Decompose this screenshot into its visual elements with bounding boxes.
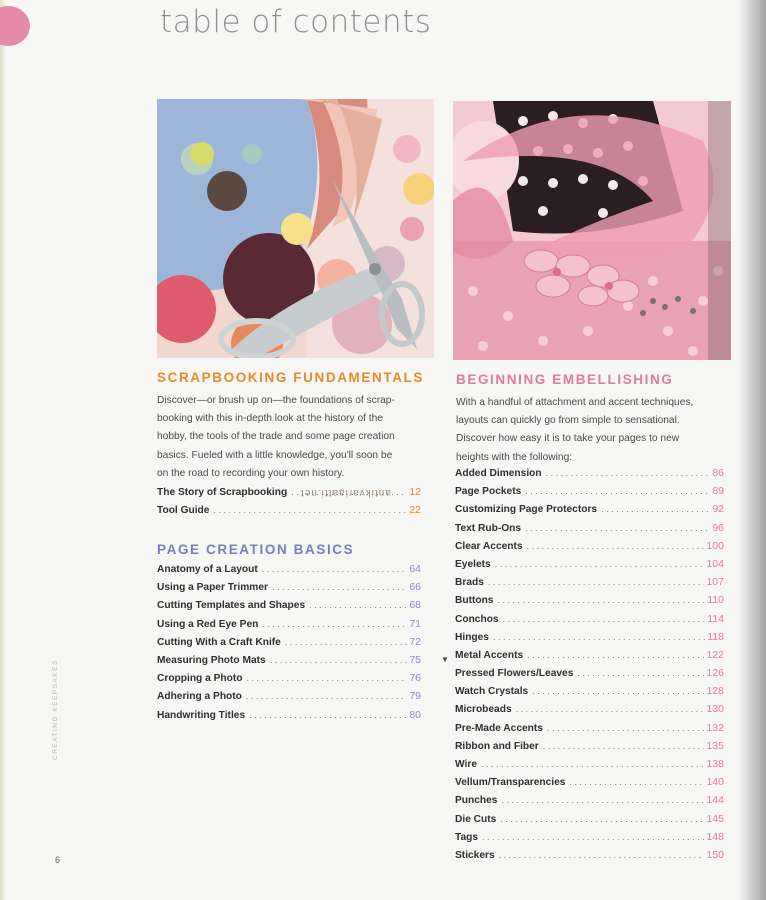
fundamentals-description bbox=[157, 392, 395, 483]
toc-entry-label: Handwriting Titles bbox=[157, 709, 246, 721]
toc-leader-dots bbox=[527, 541, 705, 551]
description-line: Discover—or brush up on—the foundations of scrap- bbox=[157, 395, 395, 406]
toc-leader-dots bbox=[488, 577, 705, 587]
toc-entry[interactable] bbox=[455, 485, 724, 503]
toc-leader-dots bbox=[270, 655, 408, 665]
toc-leader-dots bbox=[285, 637, 407, 647]
toc-entry-page: 96 bbox=[712, 521, 724, 534]
description-line: heights with the following: bbox=[456, 451, 573, 463]
toc-entry[interactable] bbox=[455, 522, 724, 540]
toc-entry[interactable] bbox=[455, 703, 724, 721]
toc-leader-dots bbox=[481, 759, 704, 769]
section-heading-embellishing: BEGINNING EMBELLISHING bbox=[456, 372, 674, 387]
page-title: table of contents bbox=[160, 4, 432, 40]
toc-entry-label: Using a Paper Trimmer bbox=[157, 582, 268, 594]
toc-entry-page: 128 bbox=[706, 685, 724, 698]
toc-entry[interactable] bbox=[455, 740, 724, 758]
toc-entry-label: Cutting With a Craft Knife bbox=[157, 636, 281, 648]
section-heading-page-creation: PAGE CREATION BASICS bbox=[157, 542, 355, 557]
toc-entry[interactable] bbox=[455, 849, 724, 867]
toc-entry-label: Tags bbox=[455, 831, 479, 843]
toc-entry-page: 89 bbox=[712, 485, 724, 498]
toc-entry[interactable] bbox=[455, 558, 724, 576]
toc-entry-page: 68 bbox=[409, 599, 421, 612]
toc-leader-dots bbox=[577, 668, 704, 678]
toc-entry[interactable] bbox=[455, 667, 724, 685]
toc-entry-label: Stickers bbox=[455, 849, 495, 861]
toc-leader-dots bbox=[499, 850, 705, 860]
running-head: CREATING KEEPSAKES bbox=[52, 659, 59, 760]
toc-entry-page: 75 bbox=[409, 653, 421, 666]
toc-entry-label: Wire bbox=[455, 759, 477, 770]
toc-entry-page: 66 bbox=[409, 581, 421, 594]
toc-entry-label: Measuring Photo Mats bbox=[157, 654, 266, 666]
toc-entry[interactable] bbox=[157, 654, 421, 672]
toc-entry[interactable] bbox=[157, 581, 421, 599]
page-number: 6 bbox=[55, 855, 61, 865]
toc-leader-dots bbox=[246, 691, 407, 701]
toc-entry-label: Watch Crystals bbox=[455, 686, 529, 698]
toc-entry-page: 150 bbox=[706, 848, 724, 861]
toc-entry-label: The Story of Scrapbooking bbox=[157, 487, 288, 498]
toc-leader-dots bbox=[547, 723, 705, 733]
toc-entry-page: 76 bbox=[409, 672, 421, 685]
toc-leader-dots bbox=[543, 741, 705, 751]
toc-entry[interactable] bbox=[455, 794, 724, 812]
description-line: on the road to recording your own history. bbox=[157, 467, 345, 479]
toc-leader-dots bbox=[569, 777, 704, 787]
toc-entry[interactable] bbox=[455, 631, 724, 649]
toc-entry-label: Conchos bbox=[455, 613, 499, 625]
toc-entry-page: 71 bbox=[409, 617, 421, 630]
toc-entry-label: Cutting Templates and Shapes bbox=[157, 600, 306, 612]
page-creation-toc-list bbox=[157, 563, 421, 727]
ribbon-flowers-photo bbox=[453, 101, 731, 360]
toc-leader-dots bbox=[601, 504, 710, 514]
toc-entry-label: Adhering a Photo bbox=[157, 691, 242, 703]
toc-entry-label: Microbeads bbox=[455, 704, 512, 716]
toc-entry-label: Tool Guide bbox=[157, 505, 210, 517]
description-line: Discover how easy it is to take your pages to new bbox=[456, 433, 680, 445]
toc-leader-dots bbox=[213, 505, 407, 515]
toc-entry-label: Metal Accents bbox=[455, 649, 524, 661]
toc-leader-dots bbox=[497, 595, 705, 605]
toc-leader-dots bbox=[309, 600, 407, 610]
toc-entry-page: 138 bbox=[706, 758, 724, 770]
toc-entry-page: 148 bbox=[706, 830, 724, 843]
toc-leader-dots bbox=[527, 650, 704, 660]
toc-entry[interactable] bbox=[157, 618, 421, 636]
toc-entry[interactable] bbox=[157, 599, 421, 617]
page-left-edge bbox=[0, 0, 6, 900]
toc-entry[interactable] bbox=[455, 594, 724, 612]
toc-leader-dots bbox=[525, 486, 710, 496]
toc-entry-page: 107 bbox=[706, 576, 724, 589]
scissors-paper-photo bbox=[157, 99, 434, 358]
toc-entry-label: Brads bbox=[455, 577, 484, 589]
bullet-mark-icon: ▼ bbox=[441, 655, 449, 664]
toc-entry-label: Punches bbox=[455, 795, 498, 807]
embellishing-toc-list bbox=[455, 467, 724, 867]
toc-leader-dots bbox=[249, 710, 407, 720]
toc-leader-dots bbox=[525, 523, 710, 533]
toc-leader-dots bbox=[500, 814, 704, 824]
toc-entry-page: 64 bbox=[409, 563, 421, 575]
toc-entry-page: 86 bbox=[712, 467, 724, 479]
toc-entry-page: 72 bbox=[409, 635, 421, 648]
toc-leader-dots bbox=[262, 619, 407, 629]
toc-entry[interactable] bbox=[455, 540, 724, 558]
toc-entry[interactable] bbox=[157, 672, 421, 690]
toc-entry[interactable] bbox=[455, 685, 724, 703]
toc-entry-page: 80 bbox=[409, 708, 421, 721]
toc-leader-dots bbox=[272, 582, 407, 592]
toc-entry[interactable] bbox=[455, 831, 724, 849]
description-line: With a handful of attachment and accent techniques, bbox=[456, 397, 694, 408]
toc-leader-dots bbox=[262, 564, 408, 574]
toc-entry[interactable] bbox=[455, 613, 724, 631]
toc-entry-page: 140 bbox=[706, 776, 724, 789]
toc-entry-page: 118 bbox=[707, 630, 724, 643]
toc-entry-label: Pre-Made Accents bbox=[455, 722, 543, 734]
toc-entry-label: Eyelets bbox=[455, 558, 491, 570]
toc-entry-label: Clear Accents bbox=[455, 540, 523, 552]
description-line: hobby, the tools of the trade and some page creation bbox=[157, 431, 395, 443]
toc-entry[interactable] bbox=[455, 776, 724, 794]
toc-leader-dots bbox=[503, 614, 706, 624]
embellishing-description bbox=[456, 394, 693, 467]
toc-entry-page: 130 bbox=[706, 703, 724, 716]
toc-entry-page: 126 bbox=[706, 667, 724, 680]
toc-entry-page: 12 bbox=[409, 486, 421, 498]
toc-entry-label: Vellum/Transparencies bbox=[455, 777, 566, 789]
toc-entry-label: Pressed Flowers/Leaves bbox=[455, 668, 574, 680]
toc-entry[interactable] bbox=[157, 690, 421, 708]
toc-entry[interactable] bbox=[157, 563, 421, 581]
toc-entry-page: 132 bbox=[706, 721, 724, 734]
toc-entry-label: Text Rub-Ons bbox=[455, 522, 522, 534]
toc-entry[interactable] bbox=[455, 467, 724, 485]
toc-entry-page: 145 bbox=[706, 812, 724, 825]
book-gutter-shadow bbox=[738, 0, 766, 900]
toc-entry[interactable] bbox=[157, 504, 421, 522]
toc-entry-label: Ribbon and Fiber bbox=[455, 740, 539, 752]
toc-entry-page: 92 bbox=[712, 503, 724, 516]
toc-leader-dots bbox=[546, 468, 711, 478]
description-line: booking with this in-depth look at the history of the bbox=[157, 413, 383, 425]
toc-entry-label: Anatomy of a Layout bbox=[157, 564, 258, 575]
toc-entry-label: Die Cuts bbox=[455, 813, 497, 825]
toc-entry[interactable] bbox=[455, 649, 724, 667]
toc-entry[interactable] bbox=[455, 722, 724, 740]
toc-entry-page: 79 bbox=[409, 690, 421, 703]
toc-entry-label: Cropping a Photo bbox=[157, 673, 243, 685]
toc-entry-label: Buttons bbox=[455, 595, 494, 607]
toc-entry[interactable] bbox=[157, 636, 421, 654]
toc-entry-page: 114 bbox=[707, 612, 724, 625]
toc-entry[interactable] bbox=[455, 758, 724, 776]
toc-entry-page: 135 bbox=[706, 739, 724, 752]
toc-entry-page: 144 bbox=[706, 794, 724, 807]
toc-entry-label: Page Pockets bbox=[455, 486, 522, 498]
toc-entry[interactable] bbox=[455, 503, 724, 521]
description-line: layouts can quickly go from simple to sensational. bbox=[456, 415, 680, 427]
toc-leader-dots bbox=[246, 673, 407, 683]
toc-leader-dots bbox=[482, 832, 704, 842]
description-line: basics. Fueled with a little knowledge, you'll soon be bbox=[157, 449, 393, 461]
toc-entry-page: 122 bbox=[706, 648, 724, 661]
toc-entry-page: 110 bbox=[707, 594, 724, 607]
watermark-stamp: antikvariaatti.net bbox=[300, 487, 391, 498]
toc-entry[interactable] bbox=[455, 576, 724, 594]
toc-leader-dots bbox=[532, 686, 704, 696]
toc-entry-label: Hinges bbox=[455, 631, 489, 643]
toc-entry-page: 100 bbox=[706, 539, 724, 552]
toc-entry-page: 104 bbox=[706, 557, 724, 570]
section-heading-fundamentals: SCRAPBOOKING FUNDAMENTALS bbox=[157, 370, 424, 385]
toc-entry-page: 22 bbox=[409, 504, 421, 517]
toc-leader-dots bbox=[495, 559, 705, 569]
toc-leader-dots bbox=[501, 795, 704, 805]
toc-entry-label: Added Dimension bbox=[455, 468, 542, 479]
toc-leader-dots bbox=[516, 704, 705, 714]
toc-entry-label: Customizing Page Protectors bbox=[455, 504, 598, 516]
pink-corner-dot bbox=[0, 6, 30, 46]
toc-entry[interactable] bbox=[455, 813, 724, 831]
toc-entry[interactable] bbox=[157, 709, 421, 727]
toc-leader-dots bbox=[493, 632, 705, 642]
toc-entry-label: Using a Red Eye Pen bbox=[157, 618, 259, 630]
